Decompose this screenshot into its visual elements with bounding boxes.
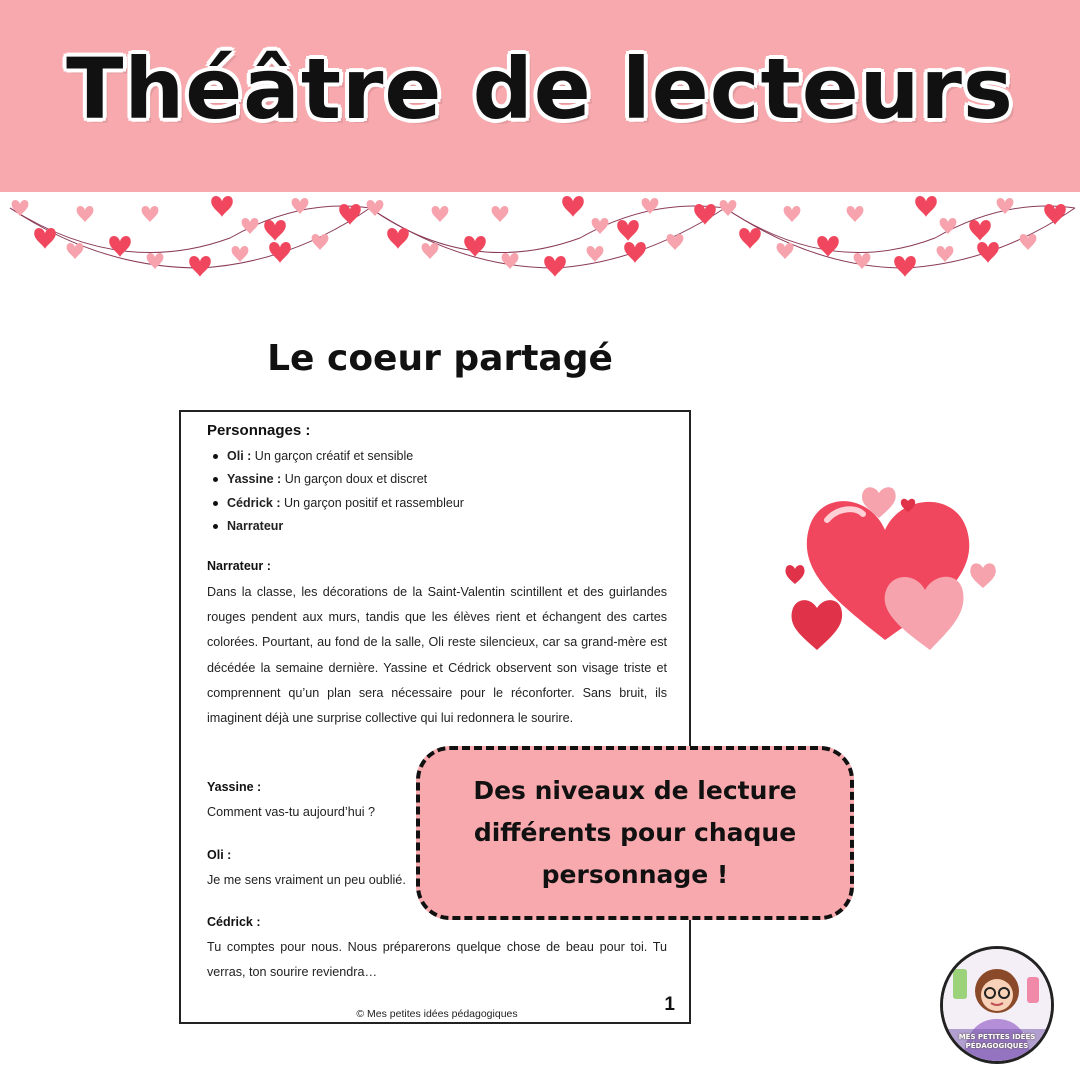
garland-heart-icon	[422, 243, 439, 259]
garland-heart-icon	[562, 196, 584, 217]
hearts-illustration	[775, 480, 1005, 660]
small-left-heart-icon	[785, 565, 804, 584]
garland-heart-icon	[109, 236, 131, 257]
garland-heart-icon	[211, 196, 233, 217]
garland-heart-icon	[242, 218, 259, 234]
yassine-label: Yassine :	[207, 780, 262, 794]
garland-heart-icon	[784, 206, 801, 222]
garland-heart-icon	[464, 236, 486, 257]
callout-text: Des niveaux de lecture différents pour chaque personnage !	[473, 776, 797, 889]
narrator-label: Narrateur :	[207, 559, 271, 573]
garland-heart-icon	[67, 243, 84, 259]
page-title: Théâtre de lecteurs	[66, 40, 1014, 138]
logo-caption: MES PETITES IDÉES PÉDAGOGIQUES	[958, 1033, 1036, 1050]
characters-heading: Personnages :	[207, 422, 311, 439]
dark-red-heart-icon	[792, 600, 843, 650]
garland-heart-icon	[969, 220, 991, 241]
character-item: Cédrick : Un garçon positif et rassembleur	[207, 495, 464, 518]
garland-heart-icon	[12, 200, 29, 216]
garland-heart-icon	[847, 206, 864, 222]
script-page-preview	[179, 410, 691, 1024]
character-item: Narrateur	[207, 518, 464, 541]
garland-heart-icon	[587, 246, 604, 262]
oli-line: Je me sens vraiment un peu oublié.	[207, 873, 406, 887]
garland-heart-icon	[502, 253, 519, 269]
cedrick-line: Tu comptes pour nous. Nous préparerons quelque chose de beau pour toi. Tu verras, ton sourire reviendra…	[207, 940, 667, 980]
garland-heart-icon	[232, 246, 249, 262]
cedrick-label: Cédrick :	[207, 915, 261, 929]
garland-heart-icon	[312, 234, 329, 250]
garland-heart-icon	[77, 206, 94, 222]
garland-heart-icon	[592, 218, 609, 234]
heart-garland	[0, 188, 1080, 288]
yassine-line: Comment vas-tu aujourd’hui ?	[207, 805, 375, 819]
garland-heart-icon	[432, 206, 449, 222]
garland-heart-icon	[937, 246, 954, 262]
garland-heart-icon	[817, 236, 839, 257]
character-item: Yassine : Un garçon doux et discret	[207, 471, 464, 494]
story-title: Le coeur partagé	[267, 338, 613, 379]
narrator-text: Dans la classe, les décorations de la Saint-Valentin scintillent et des guirlandes rouges pendent aux murs, tandis que les élèves rient et échangent des cartes colorées. Pourtant, au fond de la salle, Oli reste silencieux, car sa grand-mère est décédée la semaine dernière. Yassine et Cédrick observent son visage triste et comprennent qu’un plan sera nécessaire pour le réconforter. Sans bruit, ils imaginent déjà une surprise collective qui lui redonnera le sourire.	[207, 585, 667, 726]
garland-heart-icon	[617, 220, 639, 241]
garland-heart-icon	[694, 204, 716, 225]
garland-heart-icon	[1020, 234, 1037, 250]
character-item: Oli : Un garçon créatif et sensible	[207, 448, 464, 471]
brand-logo	[940, 946, 1054, 1064]
garland-heart-icon	[269, 242, 291, 263]
garland-heart-icon	[147, 253, 164, 269]
page-number: 1	[664, 994, 675, 1015]
garland-heart-icon	[854, 253, 871, 269]
reading-levels-callout	[416, 746, 854, 920]
garland-heart-icon	[339, 204, 361, 225]
garland-heart-icon	[894, 256, 916, 277]
garland-heart-icon	[34, 228, 56, 249]
garland-heart-icon	[977, 242, 999, 263]
characters-list	[207, 448, 464, 541]
garland-heart-icon	[915, 196, 937, 217]
garland-heart-icon	[1044, 204, 1066, 225]
garland-heart-icon	[777, 243, 794, 259]
garland-heart-icon	[544, 256, 566, 277]
garland-heart-icon	[387, 228, 409, 249]
garland-heart-icon	[367, 200, 384, 216]
oli-label: Oli :	[207, 848, 232, 862]
garland-heart-icon	[189, 256, 211, 277]
garland-heart-icon	[264, 220, 286, 241]
garland-heart-icon	[940, 218, 957, 234]
garland-heart-icon	[492, 206, 509, 222]
small-right-heart-icon	[970, 563, 996, 588]
garland-heart-icon	[142, 206, 159, 222]
garland-heart-icon	[624, 242, 646, 263]
copyright-footer: © Mes petites idées pédagogiques	[356, 1008, 518, 1020]
garland-heart-icon	[739, 228, 761, 249]
